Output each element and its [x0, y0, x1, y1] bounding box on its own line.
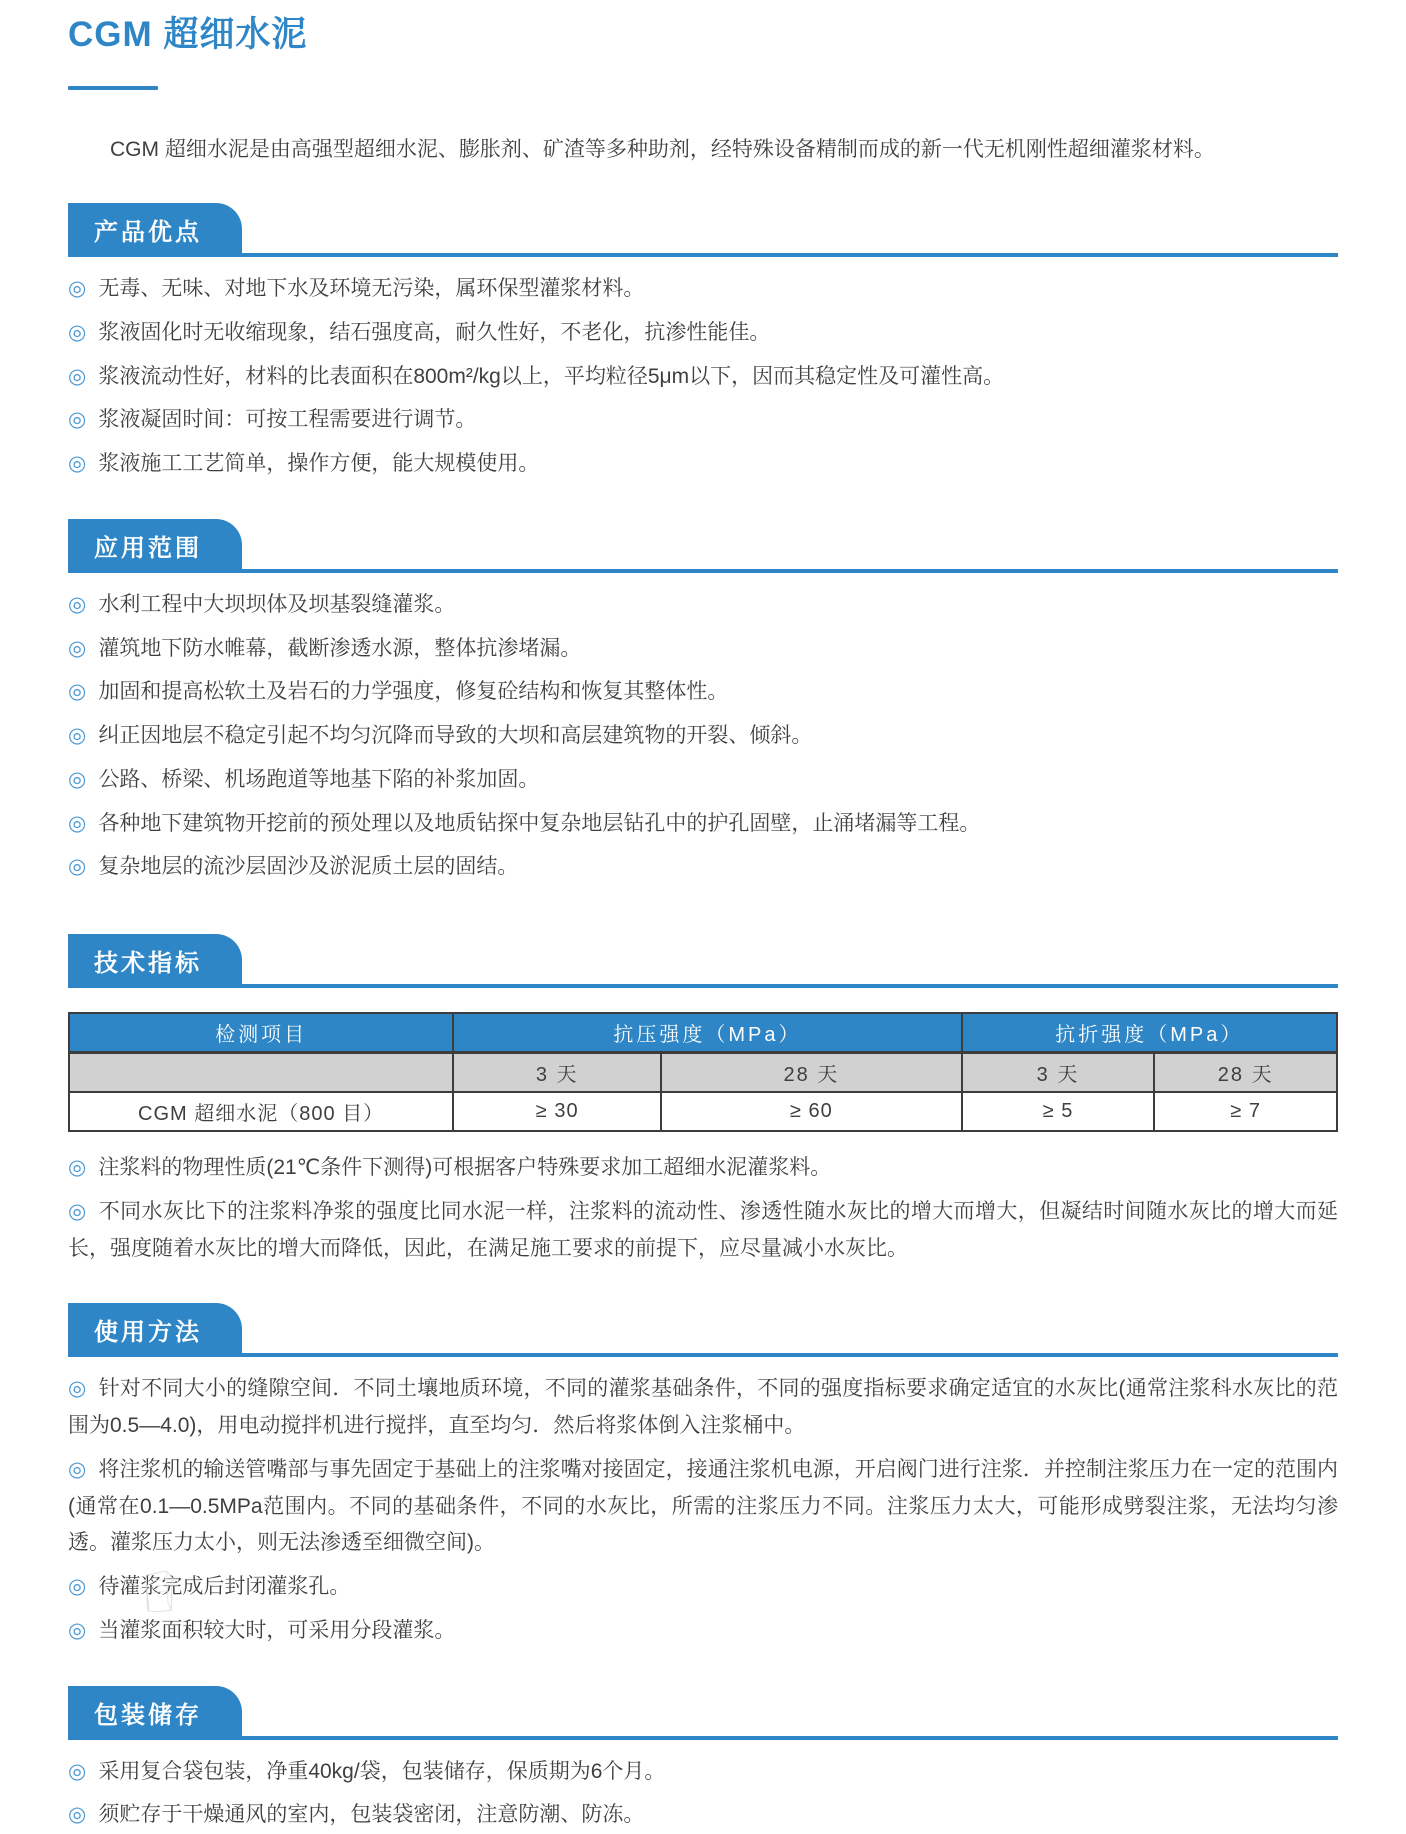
section-header-advantages	[68, 211, 1338, 257]
bullet-icon: ◎	[68, 855, 87, 879]
bullet-icon: ◎	[68, 1457, 87, 1481]
bullet-icon: ◎	[68, 320, 87, 344]
spec-notes-list	[68, 1150, 1338, 1267]
usage-list	[68, 1371, 1338, 1649]
list-item-text: 浆液固化时无收缩现象，结石强度高，耐久性好，不老化，抗渗性能佳。	[98, 320, 771, 344]
list-item-text: 灌筑地下防水帷幕，截断渗透水源，整体抗渗堵漏。	[98, 636, 582, 660]
spec-table-header-row	[69, 1013, 1337, 1053]
section-header-applications	[68, 527, 1338, 573]
list-item-text: 加固和提高松软土及岩石的力学强度，修复砼结构和恢复其整体性。	[98, 680, 729, 704]
list-item-text: 无毒、无味、对地下水及环境无污染，属环保型灌浆材料。	[98, 277, 645, 301]
spec-value: ≥ 7	[1154, 1092, 1337, 1131]
bullet-icon: ◎	[68, 364, 87, 388]
list-item-text: 待灌浆完成后封闭灌浆孔。	[98, 1575, 351, 1599]
list-item-text: 针对不同大小的缝隙空间．不同土壤地质环境，不同的灌浆基础条件，不同的强度指标要求确定适宜的水灰比(通常注浆科水灰比的范围为0.5—4.0)，用电动搅拌机进行搅拌，直至均匀．然后将浆体倒入注浆桶中。	[68, 1377, 1338, 1438]
section-tab-storage: 包装储存	[68, 1686, 242, 1740]
list-item	[68, 1194, 1338, 1268]
bullet-icon: ◎	[68, 592, 87, 616]
list-item	[68, 806, 1338, 843]
list-item	[68, 359, 1338, 396]
list-item	[68, 587, 1338, 624]
section-tab-applications: 应用范围	[68, 519, 242, 573]
list-item-text: 注浆料的物理性质(21℃条件下测得)可根据客户特殊要求加工超细水泥灌浆料。	[98, 1156, 832, 1180]
bullet-icon: ◎	[68, 1575, 87, 1599]
section-tab-advantages: 产品优点	[68, 203, 242, 257]
list-item-text: 各种地下建筑物开挖前的预处理以及地质钻探中复杂地层钻孔中的护孔固壁，止涌堵漏等工程。	[98, 811, 981, 835]
list-item	[68, 631, 1338, 668]
spec-table	[68, 1012, 1338, 1132]
spec-subheader: 28 天	[1154, 1053, 1337, 1093]
bullet-icon: ◎	[68, 636, 87, 660]
list-item	[68, 1754, 1338, 1791]
section-header-specs	[68, 942, 1338, 988]
bullet-icon: ◎	[68, 1803, 87, 1827]
list-item	[68, 1452, 1338, 1562]
applications-list	[68, 587, 1338, 886]
list-item-text: 浆液施工工艺简单，操作方便，能大规模使用。	[98, 452, 540, 476]
list-item	[68, 674, 1338, 711]
spec-value: ≥ 60	[661, 1092, 962, 1131]
list-item-text: 采用复合袋包装，净重40kg/袋，包装储存，保质期为6个月。	[98, 1759, 666, 1783]
storage-list	[68, 1754, 1338, 1834]
document-page	[0, 12, 1406, 1834]
list-item-text: 水利工程中大坝坝体及坝基裂缝灌浆。	[98, 592, 456, 616]
spec-group-header-flexural: 抗折强度（MPa）	[962, 1013, 1337, 1053]
bullet-icon: ◎	[68, 1156, 87, 1180]
page-title: CGM 超细水泥	[68, 15, 308, 54]
spec-table-subheader-row	[69, 1053, 1337, 1093]
spec-group-header-compressive: 抗压强度（MPa）	[453, 1013, 961, 1053]
section-rule	[68, 1353, 1338, 1357]
list-item	[68, 849, 1338, 886]
list-item	[68, 446, 1338, 483]
spec-empty-cell	[69, 1053, 453, 1093]
bullet-icon: ◎	[68, 1377, 87, 1401]
watermark-bag-graphic	[112, 1568, 202, 1612]
list-item-text: 将注浆机的输送管嘴部与事先固定于基础上的注浆嘴对接固定，接通注浆机电源，开启阀门进行注浆．并控制注浆压力在一定的范围内(通常在0.1—0.5MPa范围内。不同的基础条件，不同的水灰比，所需的注浆压力不同。注浆压力太大，可能形成劈裂注浆，无法均匀渗透。灌浆压力太小，则无法渗透至细微空间)。	[68, 1457, 1338, 1555]
spec-col-header: 检测项目	[69, 1013, 453, 1053]
list-item	[68, 762, 1338, 799]
list-item-text: 当灌浆面积较大时，可采用分段灌浆。	[98, 1618, 456, 1642]
title-underline-dash	[68, 86, 158, 90]
list-item	[68, 1797, 1338, 1834]
section-tab-usage: 使用方法	[68, 1303, 242, 1357]
bullet-icon: ◎	[68, 1199, 87, 1223]
spec-table-data-row	[69, 1092, 1337, 1131]
bullet-icon: ◎	[68, 724, 87, 748]
list-item-text: 公路、桥梁、机场跑道等地基下陷的补浆加固。	[98, 767, 540, 791]
section-rule	[68, 569, 1338, 573]
list-item	[68, 1613, 1338, 1650]
list-item	[68, 1371, 1338, 1445]
list-item	[68, 718, 1338, 755]
bullet-icon: ◎	[68, 408, 87, 432]
bullet-icon: ◎	[68, 277, 87, 301]
spec-subheader: 28 天	[661, 1053, 962, 1093]
section-header-usage	[68, 1311, 1338, 1357]
list-item-text: 纠正因地层不稳定引起不均匀沉降而导致的大坝和高层建筑物的开裂、倾斜。	[98, 724, 813, 748]
bullet-icon: ◎	[68, 680, 87, 704]
section-rule	[68, 253, 1338, 257]
section-rule	[68, 1736, 1338, 1740]
bullet-icon: ◎	[68, 811, 87, 835]
bullet-icon: ◎	[68, 452, 87, 476]
list-item	[68, 271, 1338, 308]
list-item	[68, 1150, 1338, 1187]
spec-subheader: 3 天	[453, 1053, 661, 1093]
spec-value: ≥ 5	[962, 1092, 1155, 1131]
bullet-icon: ◎	[68, 1759, 87, 1783]
section-header-storage	[68, 1694, 1338, 1740]
list-item-text: 浆液流动性好，材料的比表面积在800m²/kg以上，平均粒径5μm以下，因而其稳定性及可灌性高。	[98, 364, 1005, 388]
list-item-text: 不同水灰比下的注浆料净浆的强度比同水泥一样，注浆料的流动性、渗透性随水灰比的增大而增大，但凝结时间随水灰比的增大而延长，强度随着水灰比的增大而降低，因此，在满足施工要求的前提下，应尽量减小水灰比。	[68, 1199, 1338, 1260]
list-item	[68, 1569, 1338, 1606]
bullet-icon: ◎	[68, 767, 87, 791]
bullet-icon: ◎	[68, 1618, 87, 1642]
advantages-list	[68, 271, 1338, 483]
spec-value: ≥ 30	[453, 1092, 661, 1131]
section-tab-specs: 技术指标	[68, 934, 242, 988]
list-item	[68, 315, 1338, 352]
list-item-text: 须贮存于干燥通风的室内，包装袋密闭，注意防潮、防冻。	[98, 1803, 645, 1827]
list-item-text: 复杂地层的流沙层固沙及淤泥质土层的固结。	[98, 855, 519, 879]
section-rule	[68, 984, 1338, 988]
list-item-text: 浆液凝固时间：可按工程需要进行调节。	[98, 408, 477, 432]
list-item	[68, 402, 1338, 439]
intro-paragraph: CGM 超细水泥是由高强型超细水泥、膨胀剂、矿渣等多种助剂，经特殊设备精制而成的新一代无机刚性超细灌浆材料。	[110, 137, 1215, 161]
spec-row-label: CGM 超细水泥（800 目）	[69, 1092, 453, 1131]
spec-subheader: 3 天	[962, 1053, 1155, 1093]
